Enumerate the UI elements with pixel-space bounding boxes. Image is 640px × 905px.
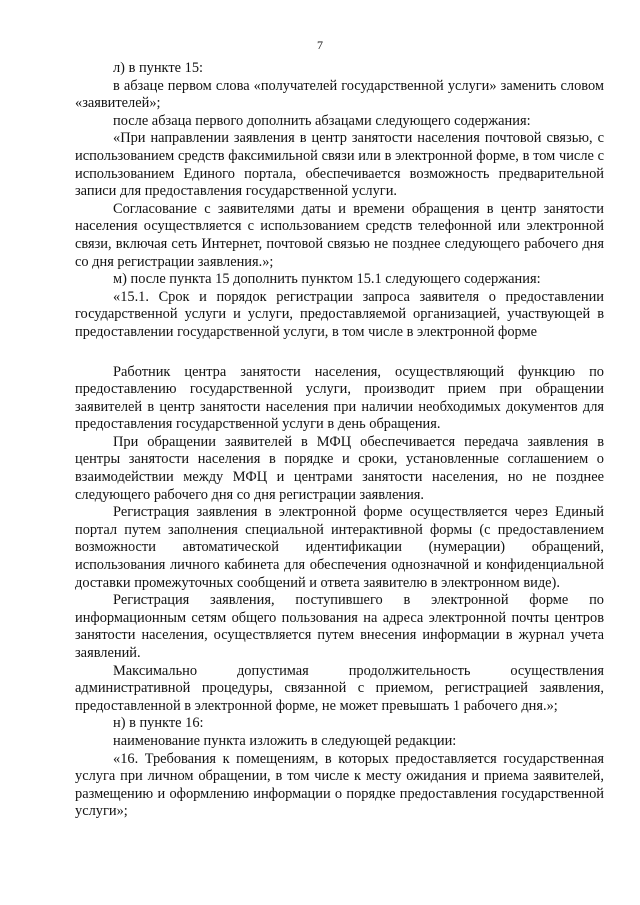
paragraph-replace-words: в абзаце первом слова «получателей государственной услуги» заменить словом «заявителей»; — [75, 77, 604, 112]
paragraph-email-registration: Регистрация заявления, поступившего в электронной форме по информационным сетям общего пользования на адреса электронной почты центров занятости населения, осуществляется путем внесения информации в журнал учета заявлений. — [75, 592, 604, 661]
paragraph-date-agreement: Согласование с заявителями даты и времени обращения в центр занятости населения осуществляется с использованием средств телефонной или электронной связи, включая сеть Интернет, почтовой связью не позднее следующего рабочего дня со дня регистрации заявления.»; — [75, 200, 604, 270]
paragraph-electronic-registration: Регистрация заявления в электронной форме осуществляется через Единый портал путем заполнения специальной интерактивной формы (с предоставлением возможности автоматической идентификации (нумерации) обращений, использования личного кабинета для обеспечения однозначной и конфиденциальной доставки промежуточных сообщений и ответа заявителю в электронном виде). — [75, 504, 604, 591]
paragraph-mfc-transfer: При обращении заявителей в МФЦ обеспечивается передача заявления в центры занятости населения в порядке и сроки, установленные соглашением о взаимодействии между МФЦ и центрами занятости населения, но не позднее следующего рабочего дня со дня регистрации заявления. — [75, 433, 604, 503]
paragraph-max-duration: Максимально допустимая продолжительность осуществления административной процедуры, связанной с приемом, регистрацией заявления, предоставленной в электронной форме, не может превышать 1 рабочего дня.»; — [75, 662, 604, 714]
paragraph-item-n: н) в пункте 16: — [113, 715, 204, 732]
paragraph-preliminary-booking: «При направлении заявления в центр занятости населения почтовой связью, с использованием средств факсимильной связи или в электронной форме, в том числе с использованием Единого портала, обеспечивается возможность предварительной записи для предоставления государственной услуги. — [75, 130, 604, 200]
paragraph-employee-reception: Работник центра занятости населения, осуществляющий функцию по предоставлению государственной услуги, производит прием при обращении заявителей в центр занятости населения при наличии необходимых документов для предоставления государственной услуги в день обращения. — [75, 363, 604, 433]
paragraph-add-after-first: после абзаца первого дополнить абзацами следующего содержания: — [113, 112, 531, 129]
paragraph-15-1-heading: «15.1. Срок и порядок регистрации запроса заявителя о предоставлении государственной услуги и услуги, предоставляемой организацией, участвующей в предоставлении государственной услуги, в том числе в электронной форме — [75, 288, 604, 340]
document-body — [75, 60, 604, 821]
paragraph-rename-item: наименование пункта изложить в следующей редакции: — [113, 732, 457, 749]
paragraph-16-requirements: «16. Требования к помещениям, в которых предоставляется государственная услуга при личном обращении, в том числе к месту ожидания и приема заявителей, размещению и оформлению информации о порядке предоставления государственной услуги»; — [75, 750, 604, 820]
paragraph-item-l: л) в пункте 15: — [113, 60, 204, 76]
page-number: 7 — [317, 38, 323, 52]
paragraph-item-m: м) после пункта 15 дополнить пунктом 15.1 следующего содержания: — [113, 271, 541, 288]
